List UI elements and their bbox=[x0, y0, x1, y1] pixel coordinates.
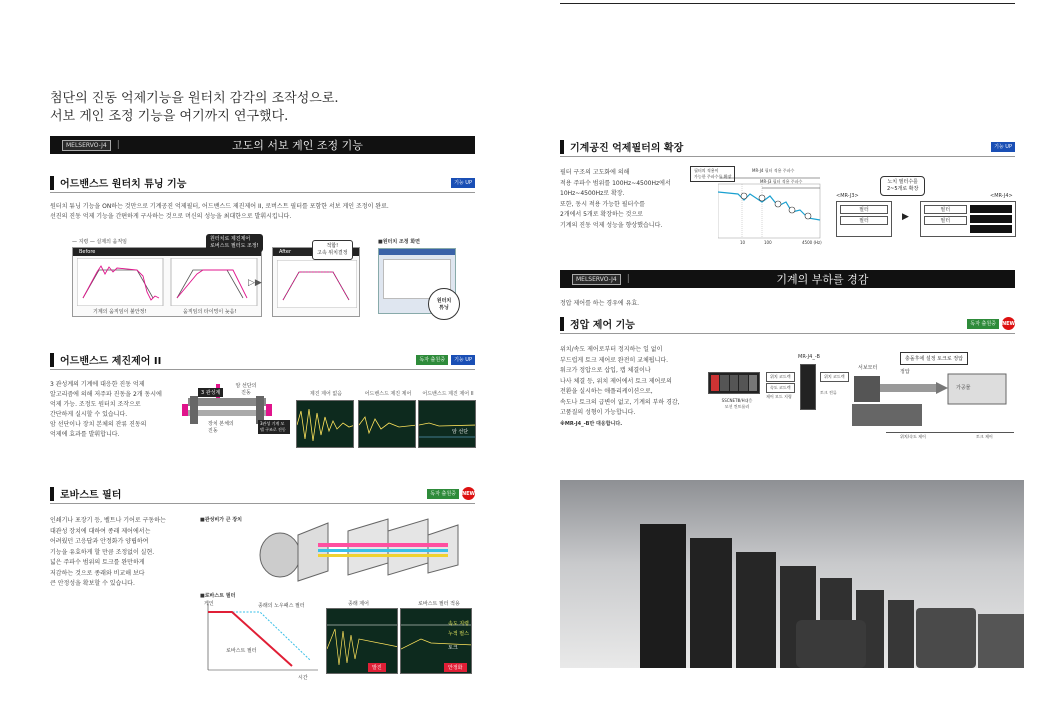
before-label: Before bbox=[73, 248, 261, 256]
box-position-2: 위치 코드렉 bbox=[820, 372, 849, 382]
red-label: 로바스트 필터 bbox=[226, 648, 257, 654]
tuning-text: 원터치 튜닝 기능을 ON하는 것만으로 기계공진 억제필터, 어드밴스드 제진제어 II, 로버스트 필터를 포함한 서보 게인 조정이 완료. 선진의 진동 억제 기능을 간편하게 구사하는 것으로 머신의 성능을 최대한으로 발휘시킵니다. bbox=[50, 203, 389, 220]
section-robust-header bbox=[50, 484, 475, 504]
tag-three-inertia: 3 관성계 bbox=[198, 388, 223, 397]
gain-label: 게인 bbox=[204, 601, 214, 607]
time-label: 시간 bbox=[298, 675, 308, 681]
tuning-legend: — 지령 — 실제의 움직임 bbox=[72, 239, 127, 245]
diagram-title: ■관성비가 큰 장치 bbox=[200, 517, 243, 523]
graph-title-3: 어드밴스드 제진 제어 II bbox=[422, 391, 474, 397]
melservo-logo: MELSERVO-J4 bbox=[62, 140, 111, 151]
function-up-badge: 기능 UP bbox=[991, 142, 1015, 152]
label-mr-j4: <MR-J4> bbox=[990, 193, 1013, 199]
function-up-badge: 기능 UP bbox=[451, 178, 475, 188]
vib-graph-3 bbox=[418, 400, 476, 448]
patent-badge: 독자 출원중 bbox=[427, 489, 459, 499]
section-tuning-header bbox=[50, 173, 475, 193]
section-tuning-title: 어드밴스드 원터치 튜닝 기능 bbox=[60, 179, 187, 190]
osc-conventional bbox=[326, 608, 398, 674]
range-j4: MR-J4 필터 적용 주파수 bbox=[752, 168, 795, 173]
filter-graph bbox=[204, 602, 320, 674]
model-label: MR-J4_-B bbox=[798, 354, 820, 360]
filter-text: 필터 구조의 고도화에 의해 적용 주파수 범위를 100Hz~4500Hz에서 10Hz~4500Hz로 확장. 또한, 동시 적용 가능한 필터수를 2개에서 5개로 확장하는 것으로 기계의 진동 억제 성능을 향상했습니다. bbox=[560, 169, 671, 229]
play-arrow-icon: ▶ bbox=[902, 212, 909, 222]
dotted-label: 종래의 노우패스 필터 bbox=[258, 603, 305, 609]
before-panel bbox=[72, 247, 262, 317]
section-robust-title: 로바스트 필터 bbox=[60, 490, 122, 501]
one-touch-circle[interactable]: 원터치 튜닝 bbox=[428, 288, 460, 320]
large-inertia-machine bbox=[258, 515, 468, 585]
robust-text: 인쇄기나 포장기 등, 벨트나 기어로 구동하는 대관성 장치에 대하여 종래 제어에서는 어려웠던 고응답과 안정화가 양립하여 기능을 유효하게 할 만큼 조정없이 실현. 넓은 주파수 범위의 토크를 완만하게 저감하는 것으로 종래와 비교해 보다 큰 안정성을 확보할 수 있습니다. bbox=[50, 517, 166, 587]
press-callout: 충돌후에 설정 토크로 정압 bbox=[900, 352, 968, 365]
filter-title: ■로바스트 필터 bbox=[200, 593, 236, 599]
press-text: 위치/속도 제어로부터 정지하는 일 없이 부드럽게 토크 제어로 완전히 교체됩니다. 워크가 정압으로 삽입, 캡 체결이나 나사 체결 등, 위치 제어에서 토크 제어로의 전환을 실시하는 애플리케이션으로, 속도나 토크의 급변이 없고, 기계의 부하 경감, 고품질의 성형이 가능합니다. ※MR-J4_-B만 대응합니다. bbox=[560, 346, 680, 427]
bubble-1: 원터치로 제진제어 로버스트 필터도 조정! bbox=[206, 234, 263, 252]
osc2-title: 로바스트 필터 적용 bbox=[418, 601, 460, 607]
new-badge: NEW bbox=[1002, 317, 1015, 330]
headline-line-1: 첨단의 진동 억제기능을 원터치 감각의 조작성으로. bbox=[50, 91, 339, 106]
tag-body: 장치 본체의 진동 bbox=[208, 421, 234, 434]
function-up-badge: 기능 UP bbox=[451, 355, 475, 365]
section-filter-title: 기계공진 억제필터의 확장 bbox=[570, 143, 684, 154]
box-mode: 제어 모드 지령 bbox=[766, 394, 792, 399]
tag-arm-tip: 암 선단의 진동 bbox=[235, 383, 257, 396]
j3-filter-box: 필터 필터 bbox=[836, 201, 892, 237]
before-cap-2: 움직임의 타이밍이 늦음! bbox=[183, 309, 237, 315]
left-banner-title: 고도의 서보 게인 조정 기능 bbox=[231, 139, 363, 152]
label-mr-j3: <MR-J3> bbox=[836, 193, 859, 199]
motion-controller bbox=[708, 372, 760, 394]
graph-title-1: 제진 제어 없음 bbox=[309, 391, 343, 397]
right-banner: MELSERVO-J4 | 기계의 부하를 경감 bbox=[560, 270, 1015, 288]
section-press-header bbox=[560, 314, 1015, 334]
graph-arm-label: 암 선단 bbox=[452, 429, 469, 435]
press-subtitle: 정압 제어를 하는 경우에 유효. bbox=[560, 300, 640, 307]
tag-stable: 안정화 bbox=[444, 663, 467, 672]
right-banner-title: 기계의 부하를 경감 bbox=[776, 273, 869, 286]
product-photo bbox=[560, 480, 1024, 668]
press-timeline bbox=[886, 432, 1014, 433]
graph-note: 필터의 적용이 가능한 주파수를 확장 bbox=[690, 166, 735, 182]
j4-filter-box: 필터 필터 bbox=[920, 201, 1016, 237]
patent-badge: 독자 출원중 bbox=[967, 319, 999, 329]
axis-4500: 4500 (Hz) bbox=[802, 240, 822, 245]
section-filter-header bbox=[560, 137, 1015, 157]
section-press-title: 정압 제어 기능 bbox=[570, 320, 635, 331]
press-label: 정압 bbox=[900, 369, 910, 375]
section-vib-title: 어드밴스드 제진제어 II bbox=[60, 356, 162, 367]
vib-graph-1 bbox=[296, 400, 354, 448]
osc-label-torque: 토크 bbox=[448, 645, 458, 651]
osc1-title: 종래 제어 bbox=[348, 601, 369, 607]
osc-label-pulse: 누적 펄스 bbox=[448, 631, 469, 637]
controller-label: SSCNETⅢ/H대응 모션 컨트롤러 bbox=[721, 398, 753, 409]
vib-graph-2 bbox=[358, 400, 416, 448]
bubble-2: 적합! 고속 위치결정 bbox=[312, 240, 353, 260]
vib-text: 3 관성계의 기계에 대응한 진동 억제 알고리즘에 의해 저주파 진동을 2개 동시에 억제 가능. 조정도 원터치 조작으로 간단하게 실시할 수 있습니다. 암 선단이나 장치 본체의 잔류 진동의 억제에 효과를 발휘합니다. bbox=[50, 381, 162, 438]
axis-100: 100 bbox=[764, 240, 772, 245]
work-label: 가공물 bbox=[956, 385, 971, 391]
before-graphs bbox=[77, 258, 259, 306]
tag-oscillation: 발진 bbox=[368, 663, 386, 672]
section-vib-header bbox=[50, 350, 475, 370]
press-machine bbox=[852, 370, 1012, 430]
axis-10: 10 bbox=[740, 240, 746, 245]
filter-frequency-graph bbox=[718, 176, 822, 242]
headline bbox=[50, 90, 470, 126]
osc-label-speed: 속도 지령 bbox=[448, 621, 469, 627]
after-label: After bbox=[273, 248, 359, 256]
arrow-icon: ▷▶ bbox=[248, 278, 262, 288]
melservo-logo: MELSERVO-J4 bbox=[572, 274, 621, 285]
patent-badge: 독자 출원중 bbox=[416, 355, 448, 365]
box-position-1: 위치 코드렉 bbox=[766, 372, 795, 382]
after-graph bbox=[277, 260, 357, 308]
box-speed: 속도 코드렉 bbox=[766, 383, 795, 393]
range-j3: MR-J3 필터 적용 주파수 bbox=[760, 179, 803, 184]
servo-motor-label: 서보모터 bbox=[858, 365, 878, 371]
left-banner: MELSERVO-J4 | 고도의 서보 게인 조정 기능 bbox=[50, 136, 475, 154]
axis-torque: 토크 제어 bbox=[976, 434, 993, 439]
axis-position-speed: 위치/속도 제어 bbox=[900, 434, 926, 439]
screen-title: ■원터치 조정 화면 bbox=[378, 239, 421, 245]
tag-model: 3관성 기계 모델 구조로 진동 bbox=[258, 420, 290, 434]
before-cap-1: 기계의 움직임이 불안정! bbox=[93, 309, 147, 315]
headline-line-2: 서보 게인 조정 기능을 여기까지 연구했다. bbox=[50, 109, 289, 124]
servo-amp bbox=[800, 364, 816, 410]
box-torque: 토크 전류 bbox=[820, 390, 837, 395]
new-badge: NEW bbox=[462, 487, 475, 500]
notch-callout: 노치 필터수를 2~5개로 확장 bbox=[880, 176, 925, 196]
graph-title-2: 어드밴스드 제진 제어 bbox=[364, 391, 412, 397]
top-rule bbox=[560, 3, 1015, 4]
